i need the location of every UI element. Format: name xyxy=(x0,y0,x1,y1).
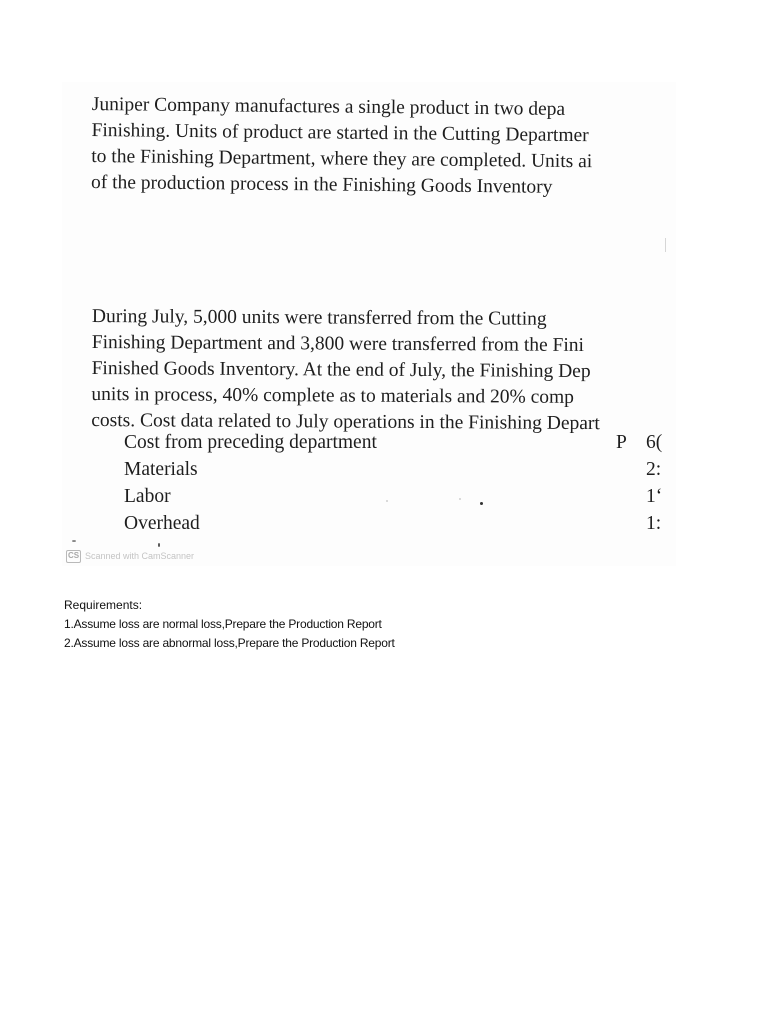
scan-speck xyxy=(158,543,160,547)
cost-row xyxy=(124,513,676,540)
text-line: units in process, 40% complete as to materials and 20% comp xyxy=(91,383,575,408)
scan-speck xyxy=(459,498,461,500)
cost-row xyxy=(124,432,676,459)
cost-value: 6( xyxy=(646,432,663,453)
requirement-item: 2.Assume loss are abnormal loss,Prepare the Production Report xyxy=(64,636,395,650)
cost-label: Overhead xyxy=(124,513,200,534)
text-line: Juniper Company manufactures a single product in two depa xyxy=(91,93,566,120)
text-line: Finished Goods Inventory. At the end of July, the Finishing Dep xyxy=(91,357,591,383)
camscanner-text: Scanned with CamScanner xyxy=(85,551,195,561)
scan-speck xyxy=(480,502,483,505)
requirements-section xyxy=(64,596,395,653)
requirements-heading: Requirements: xyxy=(64,598,143,612)
cost-value: 1: xyxy=(646,513,662,534)
cost-row xyxy=(124,459,676,486)
requirement-item: 1.Assume loss are normal loss,Prepare the Production Report xyxy=(64,617,382,631)
scan-artifact-line xyxy=(665,238,666,252)
cost-data-list xyxy=(124,432,676,540)
scanned-document-image xyxy=(62,82,676,566)
cost-label: Labor xyxy=(124,486,171,507)
text-line: costs. Cost data related to July operations in the Finishing Depart xyxy=(91,409,600,435)
cost-label: Cost from preceding department xyxy=(124,432,377,453)
text-line: Finishing Department and 3,800 were transferred from the Fini xyxy=(91,331,585,357)
cost-value: 2: xyxy=(646,459,662,480)
scan-speck xyxy=(386,500,388,502)
text-line: Finishing. Units of product are started in the Cutting Departmer xyxy=(91,119,589,147)
cost-currency: P xyxy=(616,432,627,453)
camscanner-watermark xyxy=(66,548,194,564)
scan-speck xyxy=(72,540,76,542)
text-line: of the production process in the Finishing Goods Inventory xyxy=(90,171,553,198)
cost-label: Materials xyxy=(124,459,198,480)
text-line: to the Finishing Department, where they are completed. Units ai xyxy=(91,145,593,173)
cost-row xyxy=(124,486,676,513)
paragraph-company-description xyxy=(91,92,676,202)
text-line: During July, 5,000 units were transferred from the Cutting xyxy=(91,305,547,330)
cost-value: 1ʻ xyxy=(646,486,663,507)
camscanner-logo-icon: CS xyxy=(66,550,81,563)
paragraph-july-operations xyxy=(91,304,676,438)
